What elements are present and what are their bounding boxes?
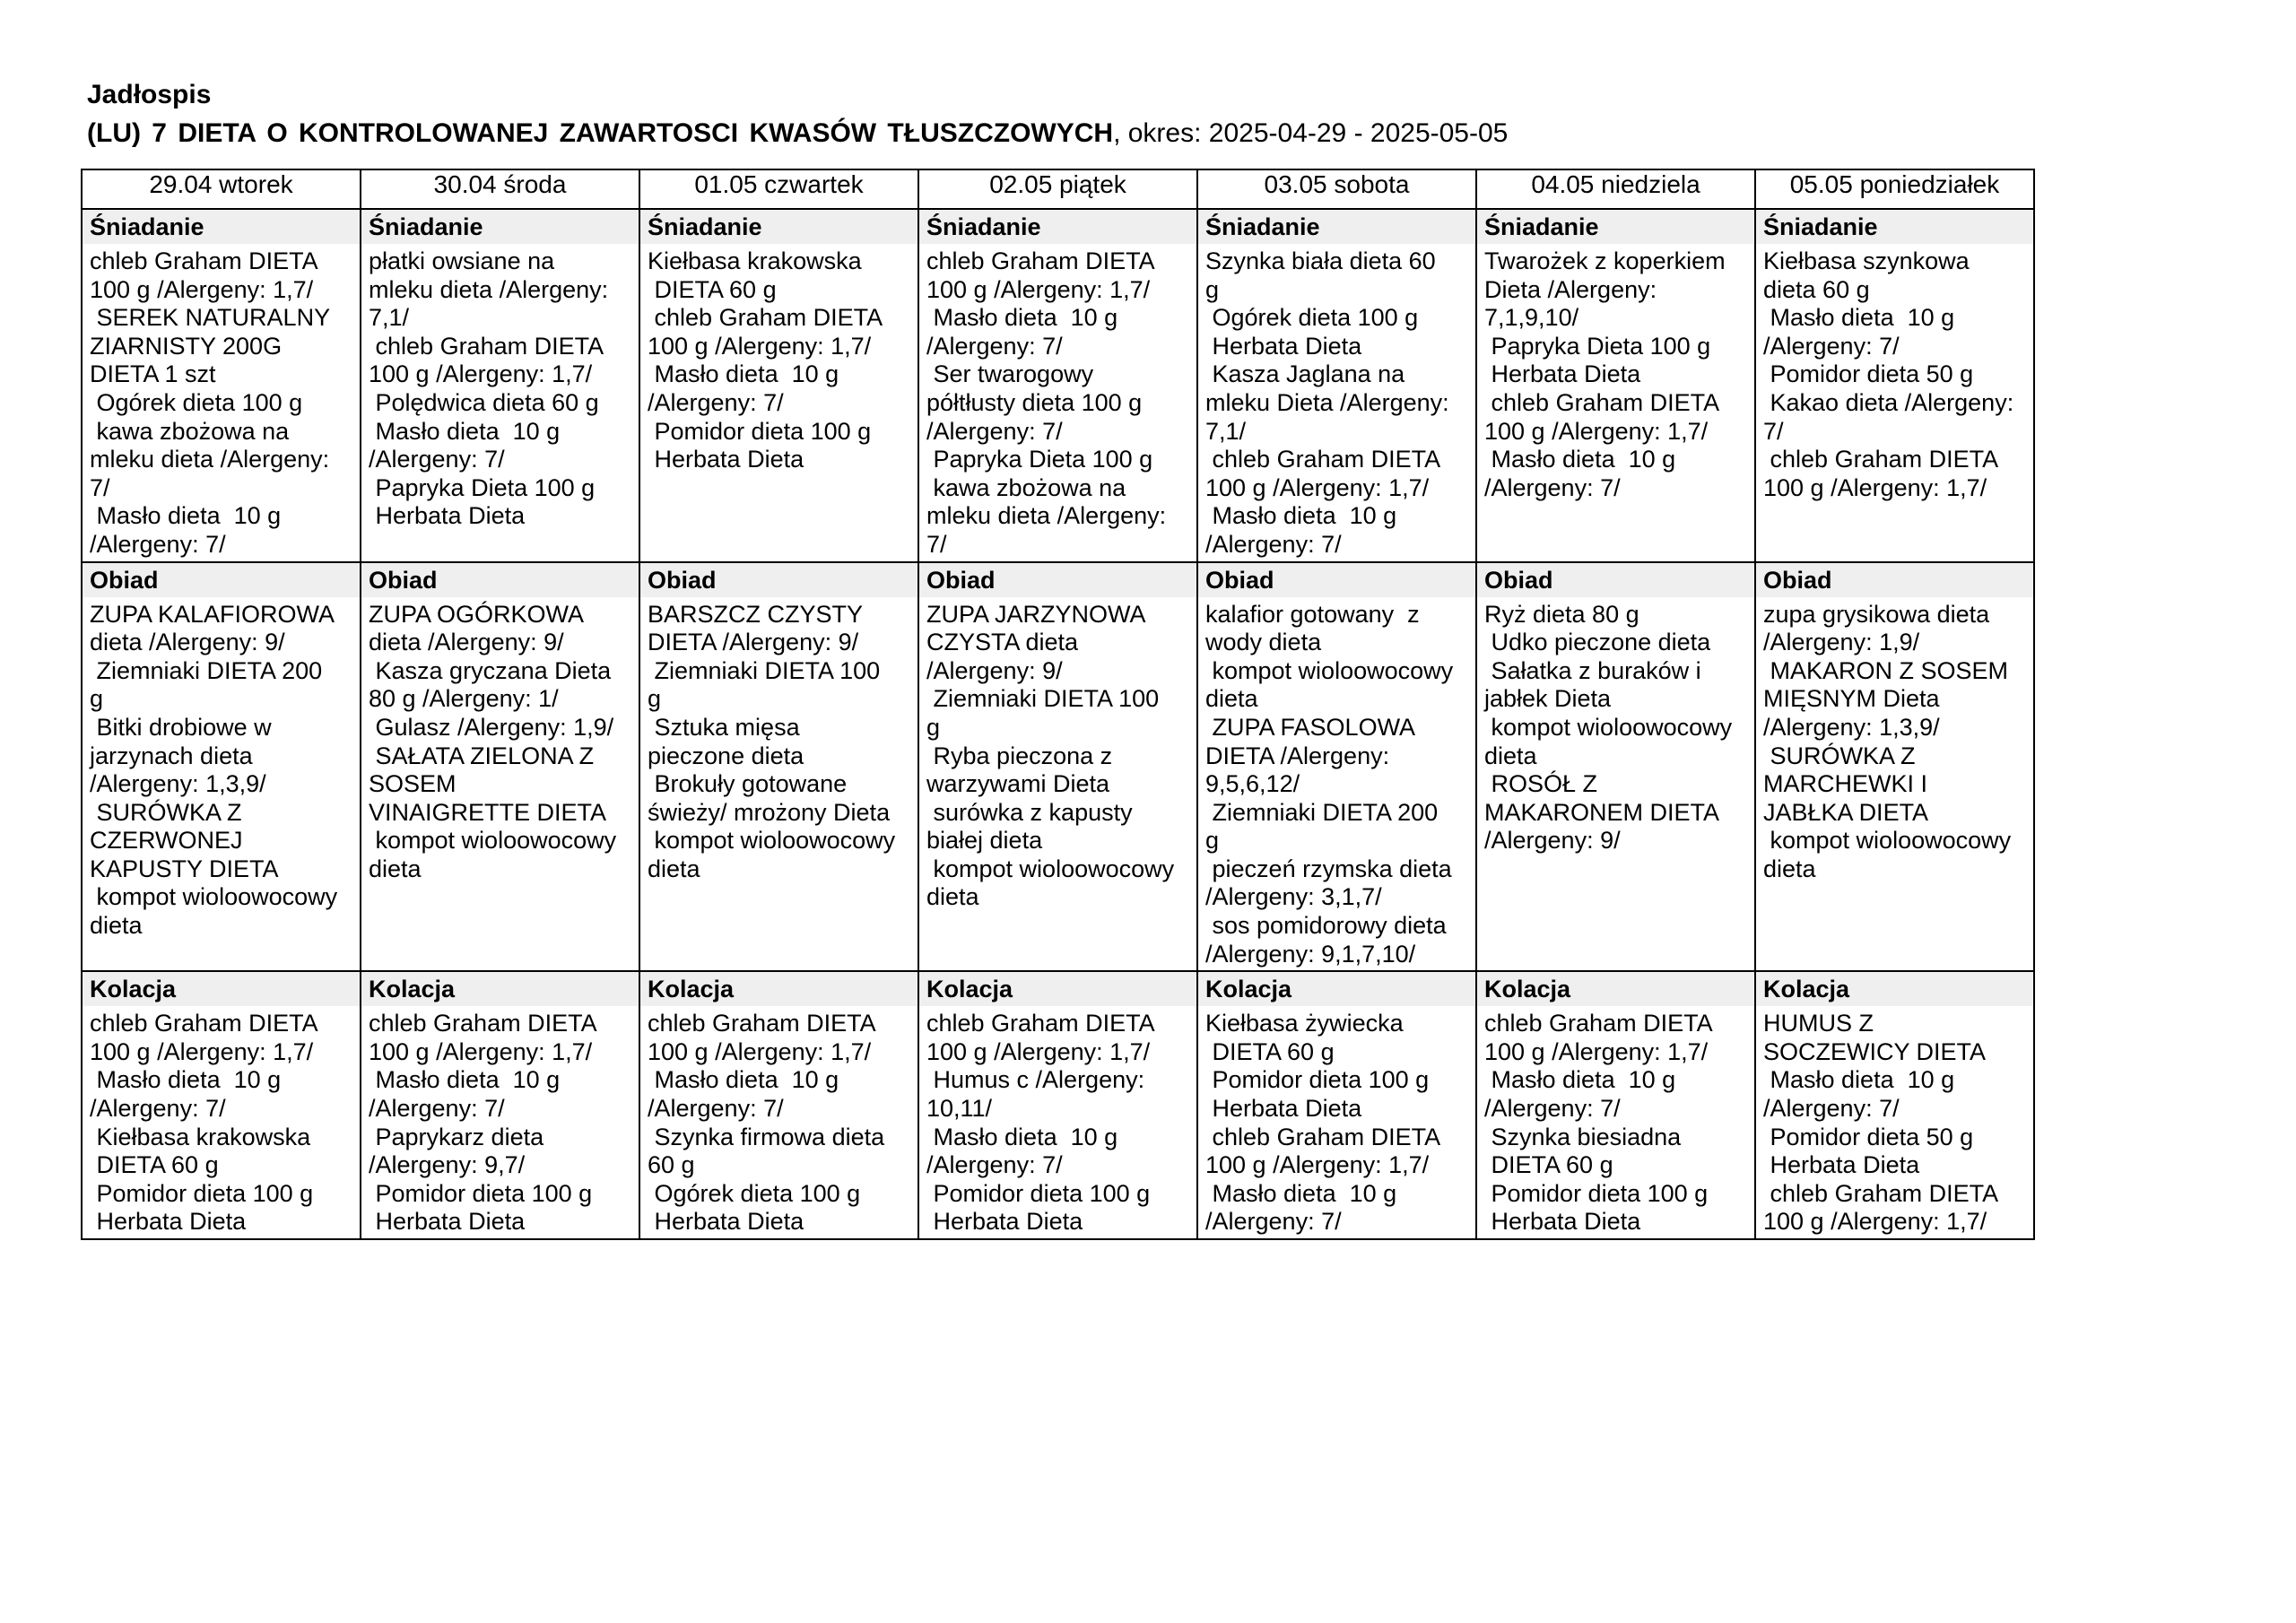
meal-items: Kiełbasa krakowska DIETA 60 g chleb Graham DIETA 100 g /Alergeny: 1,7/ Masło dieta 10 g /Alergeny: 7/ Pomidor dieta 100 g Herbata Dieta xyxy=(648,247,883,473)
menu-table xyxy=(81,169,2035,1240)
meal-label-lunch: Obiad xyxy=(1198,563,1475,597)
meal-label-breakfast: Śniadanie xyxy=(361,210,639,244)
menu-cell xyxy=(361,209,639,562)
meal-items: chleb Graham DIETA 100 g /Alergeny: 1,7/ Masło dieta 10 g /Alergeny: 7/ Ser twarogowy półtłusty dieta 100 g /Alergeny: 7/ Papryka Dieta 100 g kawa zbożowa na mleku dieta /Alergeny: 7/ xyxy=(926,247,1167,558)
meal-items: chleb Graham DIETA 100 g /Alergeny: 1,7/ Masło dieta 10 g /Alergeny: 7/ Kiełbasa krakowska DIETA 60 g Pomidor dieta 100 g Herbata Dieta xyxy=(90,1010,318,1236)
meal-items: ZUPA KALAFIOROWA dieta /Alergeny: 9/ Ziemniaki DIETA 200 g Bitki drobiowe w jarzynach dieta /Alergeny: 1,3,9/ SURÓWKA Z CZERWONEJ KAPUSTY DIETA kompot wioloowocowy dieta xyxy=(90,600,338,940)
meal-items: Twarożek z koperkiem Dieta /Alergeny: 7,1,9,10/ Papryka Dieta 100 g Herbata Dieta chleb Graham DIETA 100 g /Alergeny: 1,7/ Masło dieta 10 g /Alergeny: 7/ xyxy=(1484,247,1726,501)
lunch-row xyxy=(82,562,2034,972)
meal-label-lunch: Obiad xyxy=(361,563,639,597)
meal-items: chleb Graham DIETA 100 g /Alergeny: 1,7/ Masło dieta 10 g /Alergeny: 7/ Szynka biesiadna DIETA 60 g Pomidor dieta 100 g Herbata Dieta xyxy=(1484,1010,1713,1236)
day-header: 03.05 sobota xyxy=(1197,169,1476,209)
meal-label-breakfast: Śniadanie xyxy=(1198,210,1475,244)
meal-label-lunch: Obiad xyxy=(1756,563,2033,597)
menu-cell xyxy=(639,562,918,972)
dinner-row xyxy=(82,971,2034,1239)
menu-cell xyxy=(1197,971,1476,1239)
meal-label-breakfast: Śniadanie xyxy=(1477,210,1754,244)
day-header: 02.05 piątek xyxy=(918,169,1197,209)
meal-label-breakfast: Śniadanie xyxy=(640,210,918,244)
meal-items: ZUPA JARZYNOWA CZYSTA dieta /Alergeny: 9/ Ziemniaki DIETA 100 g Ryba pieczona z warzywami Dieta surówka z kapusty białej dieta kompot wioloowocowy dieta xyxy=(926,600,1175,911)
period-range: , okres: 2025-04-29 - 2025-05-05 xyxy=(1113,118,1509,148)
meal-items: Szynka biała dieta 60 g Ogórek dieta 100 g Herbata Dieta Kasza Jaglana na mleku Dieta /Alergeny: 7,1/ chleb Graham DIETA 100 g /Alergeny: 1,7/ Masło dieta 10 g /Alergeny: 7/ xyxy=(1205,247,1449,558)
meal-items: HUMUS Z SOCZEWICY DIETA Masło dieta 10 g /Alergeny: 7/ Pomidor dieta 50 g Herbata Dieta chleb Graham DIETA 100 g /Alergeny: 1,7/ xyxy=(1763,1010,1999,1236)
menu-cell xyxy=(82,562,361,972)
document-subtitle xyxy=(87,117,1508,150)
menu-cell xyxy=(918,209,1197,562)
menu-cell xyxy=(1476,209,1755,562)
meal-items: płatki owsiane na mleku dieta /Alergeny: 7,1/ chleb Graham DIETA 100 g /Alergeny: 1,7/ Polędwica dieta 60 g Masło dieta 10 g /Alergeny: 7/ Papryka Dieta 100 g Herbata Dieta xyxy=(369,247,609,530)
menu-cell xyxy=(1476,971,1755,1239)
meal-items: chleb Graham DIETA 100 g /Alergeny: 1,7/ Humus c /Alergeny: 10,11/ Masło dieta 10 g /Alergeny: 7/ Pomidor dieta 100 g Herbata Dieta xyxy=(926,1010,1155,1236)
meal-items: chleb Graham DIETA 100 g /Alergeny: 1,7/ Masło dieta 10 g /Alergeny: 7/ Paprykarz dieta /Alergeny: 9,7/ Pomidor dieta 100 g Herbata Dieta xyxy=(369,1010,597,1236)
menu-cell xyxy=(361,562,639,972)
meal-label-dinner: Kolacja xyxy=(1198,972,1475,1006)
menu-cell xyxy=(639,971,918,1239)
meal-items: chleb Graham DIETA 100 g /Alergeny: 1,7/ SEREK NATURALNY ZIARNISTY 200G DIETA 1 szt Ogórek dieta 100 g kawa zbożowa na mleku dieta /Alergeny: 7/ Masło dieta 10 g /Alergeny: 7/ xyxy=(90,247,331,558)
meal-label-dinner: Kolacja xyxy=(83,972,360,1006)
meal-items: Ryż dieta 80 g Udko pieczone dieta Sałatka z buraków i jabłek Dieta kompot wioloowocowy dieta ROSÓŁ Z MAKARONEM DIETA /Alergeny: 9/ xyxy=(1484,600,1733,855)
menu-cell xyxy=(82,971,361,1239)
menu-cell xyxy=(1197,562,1476,972)
meal-label-breakfast: Śniadanie xyxy=(83,210,360,244)
document-title: Jadłospis xyxy=(87,80,212,109)
menu-cell xyxy=(918,971,1197,1239)
meal-items: Kiełbasa szynkowa dieta 60 g Masło dieta 10 g /Alergeny: 7/ Pomidor dieta 50 g Kakao dieta /Alergeny: 7/ chleb Graham DIETA 100 g /Alergeny: 1,7/ xyxy=(1763,247,2014,501)
breakfast-row xyxy=(82,209,2034,562)
menu-cell xyxy=(1476,562,1755,972)
menu-cell xyxy=(1755,562,2034,972)
menu-cell xyxy=(1755,209,2034,562)
meal-label-dinner: Kolacja xyxy=(1477,972,1754,1006)
meal-items: ZUPA OGÓRKOWA dieta /Alergeny: 9/ Kasza gryczana Dieta 80 g /Alergeny: 1/ Gulasz /Alergeny: 1,9/ SAŁATA ZIELONA Z SOSEM VINAIGRETTE DIETA kompot wioloowocowy dieta xyxy=(369,600,617,882)
meal-label-dinner: Kolacja xyxy=(919,972,1196,1006)
meal-items: zupa grysikowa dieta /Alergeny: 1,9/ MAKARON Z SOSEM MIĘSNYM Dieta /Alergeny: 1,3,9/ SURÓWKA Z MARCHEWKI I JABŁKA DIETA kompot wioloowocowy dieta xyxy=(1763,600,2012,882)
meal-label-lunch: Obiad xyxy=(83,563,360,597)
day-header: 01.05 czwartek xyxy=(639,169,918,209)
menu-cell xyxy=(361,971,639,1239)
meal-items: kalafior gotowany z wody dieta kompot wioloowocowy dieta ZUPA FASOLOWA DIETA /Alergeny: 9,5,6,12/ Ziemniaki DIETA 200 g pieczeń rzymska dieta /Alergeny: 3,1,7/ sos pomidorowy dieta /Alergeny: 9,1,7,10/ xyxy=(1205,600,1454,968)
menu-cell xyxy=(639,209,918,562)
meal-label-lunch: Obiad xyxy=(919,563,1196,597)
menu-cell xyxy=(82,209,361,562)
meal-label-dinner: Kolacja xyxy=(361,972,639,1006)
menu-cell xyxy=(1197,209,1476,562)
menu-cell xyxy=(1755,971,2034,1239)
diet-name: (LU) 7 DIETA O KONTROLOWANEJ ZAWARTOSCI KWASÓW TŁUSZCZOWYCH xyxy=(87,118,1114,148)
meal-label-breakfast: Śniadanie xyxy=(1756,210,2033,244)
meal-label-lunch: Obiad xyxy=(640,563,918,597)
meal-items: chleb Graham DIETA 100 g /Alergeny: 1,7/ Masło dieta 10 g /Alergeny: 7/ Szynka firmowa dieta 60 g Ogórek dieta 100 g Herbata Dieta xyxy=(648,1010,885,1236)
day-header: 30.04 środa xyxy=(361,169,639,209)
meal-label-breakfast: Śniadanie xyxy=(919,210,1196,244)
day-header: 04.05 niedziela xyxy=(1476,169,1755,209)
menu-cell xyxy=(918,562,1197,972)
meal-items: BARSZCZ CZYSTY DIETA /Alergeny: 9/ Ziemniaki DIETA 100 g Sztuka mięsa pieczone dieta Brokuły gotowane świeży/ mrożony Dieta kompot wioloowocowy dieta xyxy=(648,600,896,882)
day-header: 05.05 poniedziałek xyxy=(1755,169,2034,209)
meal-items: Kiełbasa żywiecka DIETA 60 g Pomidor dieta 100 g Herbata Dieta chleb Graham DIETA 100 g /Alergeny: 1,7/ Masło dieta 10 g /Alergeny: 7/ xyxy=(1205,1010,1441,1236)
meal-label-lunch: Obiad xyxy=(1477,563,1754,597)
meal-label-dinner: Kolacja xyxy=(1756,972,2033,1006)
day-header: 29.04 wtorek xyxy=(82,169,361,209)
day-header-row xyxy=(82,169,2034,209)
meal-label-dinner: Kolacja xyxy=(640,972,918,1006)
